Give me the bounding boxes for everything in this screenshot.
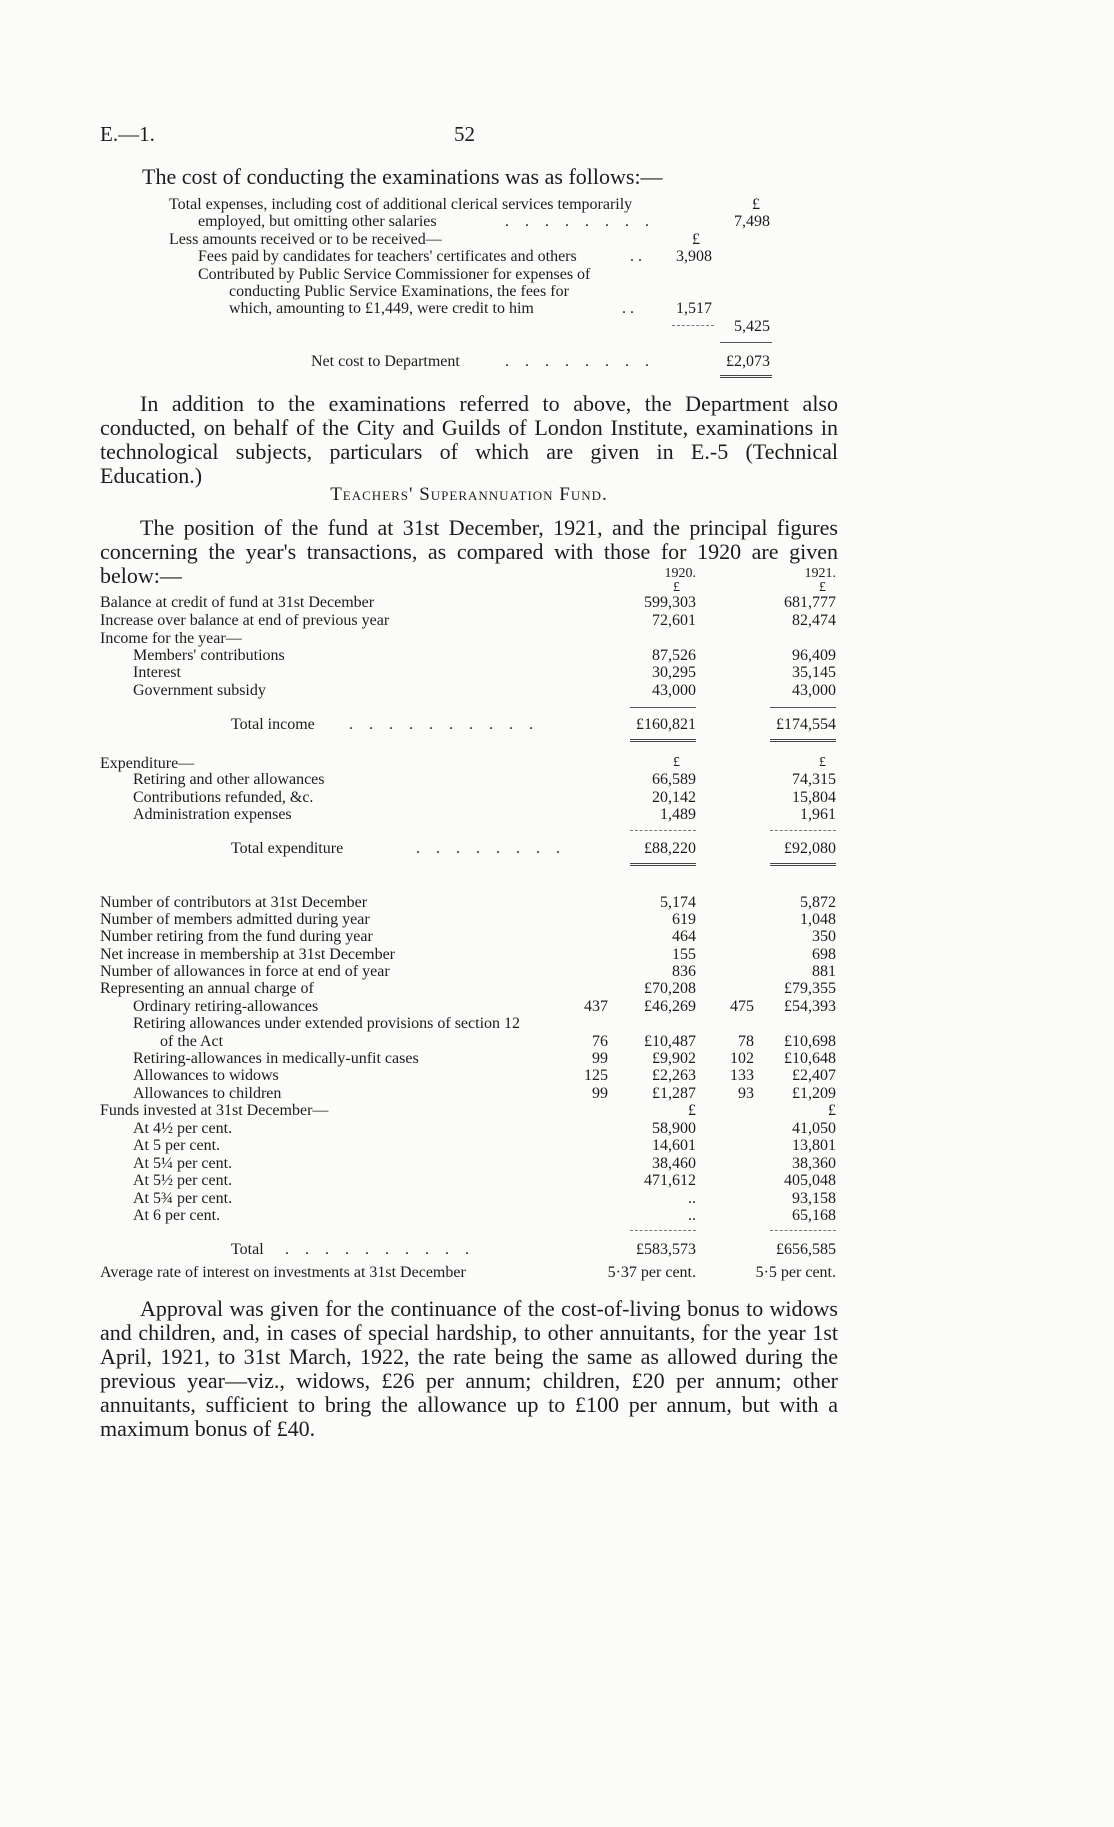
row-value-1920: 43,000 [652,682,696,699]
fees-label: Fees paid by candidates for teachers' certificates and others [198,248,577,265]
addition-paragraph: In addition to the examinations referred to above, the Department also conducted, on behalf of the City and Guilds of London Institute, examinations in technological subjects, particulars of which are given in E.-5 (Technical Education.) [100,391,838,488]
row-value-1921: 681,777 [784,594,836,611]
row-value-1921: 43,000 [792,682,836,699]
expenditure-1921: 1,961 [800,806,836,823]
rule [770,1230,836,1231]
cost-total-currency: £ [752,196,760,213]
double-rule [770,863,836,866]
stat-label: At 4½ per cent. [133,1120,233,1137]
dot-leader: . . . . . . . . . . [349,716,539,733]
total-rule [720,342,772,343]
cost-intro: The cost of conducting the examinations was as follows:— [142,164,663,189]
rule [770,830,836,831]
stat-label: Representing an annual charge of [100,980,314,997]
stat-value-1921: 405,048 [784,1172,836,1189]
stat-label: Allowances to widows [133,1067,279,1084]
stat-value-1921: £79,355 [784,980,836,997]
row-label: Government subsidy [133,682,266,699]
rule [630,1230,696,1231]
expenditure-1920: 20,142 [652,789,696,806]
stat-value-1920: 471,612 [644,1172,696,1189]
row-label: Balance at credit of fund at 31st December [100,594,375,611]
stat-value-1921: 38,360 [792,1155,836,1172]
col-1921: 1921. [804,566,836,581]
stat-value-1921: 881 [812,963,836,980]
total-income-label: Total income [231,716,315,733]
stat-value-1921: 13,801 [792,1137,836,1154]
total-income-1921: £174,554 [776,716,836,733]
expenditure-1921: 15,804 [792,789,836,806]
stat-value-1920: 58,900 [652,1120,696,1137]
dot-leader: . . [622,300,634,317]
fund-heading: Teachers' Superannuation Fund. [330,484,608,505]
row-label: Members' contributions [133,647,285,664]
stat-value-1920: .. [688,1190,696,1207]
stat-count-1921: 475 [730,998,754,1015]
stat-count-1920: 437 [584,998,608,1015]
double-rule [630,739,696,742]
rule [630,707,696,708]
dot-leader: . . . . . . . . . . [285,1241,475,1258]
invest-total-1920: £583,573 [636,1241,696,1258]
stat-value-1921: £10,648 [784,1050,836,1067]
stat-count-1921: 102 [730,1050,754,1067]
fund-intro: The position of the fund at 31st December, 1921, and the principal figures concerning the year's transactions, as compared with those for 1920 are given below:— [100,515,838,588]
cost-less-label: Less amounts received or to be received— [169,231,442,248]
row-value-1921: 35,145 [792,664,836,681]
total-income-1920: £160,821 [636,716,696,733]
currency-1921: £ [819,580,826,595]
stat-value-1921: £1,209 [792,1085,836,1102]
dot-leader: . . [630,248,642,265]
stat-count-1920: 99 [592,1050,608,1067]
avg-rate-label: Average rate of interest on investments at 31st December [100,1264,466,1281]
invest-total-label: Total [231,1241,264,1258]
stat-count-1920: 99 [592,1085,608,1102]
stat-value-1921: £54,393 [784,998,836,1015]
stat-label: Funds invested at 31st December— [100,1102,329,1119]
stat-label: At 5¾ per cent. [133,1190,233,1207]
stat-label: Ordinary retiring-allowances [133,998,319,1015]
page-number: 52 [454,122,475,146]
row-value-1921: 96,409 [792,647,836,664]
stat-label: At 5 per cent. [133,1137,221,1154]
stat-count-1921: 93 [738,1085,754,1102]
row-value-1920: 30,295 [652,664,696,681]
stat-count-1920: 125 [584,1067,608,1084]
stat-label: Allowances to children [133,1085,282,1102]
row-value-1920: 72,601 [652,612,696,629]
stat-count-1921: 133 [730,1067,754,1084]
stat-value-1921: 5,872 [800,894,836,911]
stat-label: of the Act [160,1033,224,1050]
double-rule [770,739,836,742]
exp-currency-1921: £ [819,755,826,770]
stat-value-1920: £ [688,1102,696,1119]
stat-value-1920: .. [688,1207,696,1224]
stat-value-1921: £2,407 [792,1067,836,1084]
stat-count-1920: 76 [592,1033,608,1050]
stat-label: Number retiring from the fund during year [100,928,373,945]
cost-total-label: Total expenses, including cost of additional clerical services temporarily [169,196,633,213]
cost-total-label-2: employed, but omitting other salaries [198,213,437,230]
expenditure-label: Contributions refunded, &c. [133,789,314,806]
stat-label: Retiring-allowances in medically-unfit cases [133,1050,419,1067]
cost-total-value: 7,498 [734,213,770,230]
stat-value-1920: 464 [672,928,696,945]
stat-label: At 6 per cent. [133,1207,221,1224]
stat-label: At 5½ per cent. [133,1172,233,1189]
stat-value-1920: 38,460 [652,1155,696,1172]
total-expenditure-1921: £92,080 [784,840,836,857]
stat-label: At 5¼ per cent. [133,1155,233,1172]
dot-leader: . . . . . . . . [505,213,655,230]
expenditure-label: Retiring and other allowances [133,771,325,788]
cost-less-currency: £ [692,231,700,248]
stat-value-1920: £1,287 [652,1085,696,1102]
contrib-value: 1,517 [676,300,712,317]
stat-value-1920: £10,487 [644,1033,696,1050]
fees-value: 3,908 [676,248,712,265]
contrib-label-3: which, amounting to £1,449, were credit to him [229,300,534,317]
total-expenditure-label: Total expenditure [231,840,344,857]
invest-total-1921: £656,585 [776,1241,836,1258]
stat-value-1920: 14,601 [652,1137,696,1154]
exp-currency-1920: £ [673,755,680,770]
stat-value-1921: 350 [812,928,836,945]
row-value-1920: 599,303 [644,594,696,611]
expenditure-label: Administration expenses [133,806,292,823]
col-1920: 1920. [664,566,696,581]
net-cost-value: £2,073 [726,353,770,370]
stat-label: Number of allowances in force at end of year [100,963,390,980]
avg-rate-1920: 5·37 per cent. [607,1264,696,1281]
expenditure-1920: 66,589 [652,771,696,788]
stat-value-1921: 698 [812,946,836,963]
stat-count-1921: 78 [738,1033,754,1050]
stat-label: Net increase in membership at 31st December [100,946,395,963]
row-label: Increase over balance at end of previous year [100,612,390,629]
stat-value-1920: 836 [672,963,696,980]
row-value-1921: 82,474 [792,612,836,629]
approval-paragraph: Approval was given for the continuance of the cost-of-living bonus to widows and children, and, in cases of special hardship, to other annuitants, for the year 1st April, 1921, to 31st March, 1922, the rate being the same as allowed during the previous year—viz., widows, £26 per annum; children, £20 per annum; other annuitants, sufficient to bring the allowance up to £100 per annum, but with a maximum bonus of £40. [100,1296,838,1441]
stat-label: Retiring allowances under extended provisions of section 12 [133,1015,521,1032]
row-label: Income for the year— [100,630,242,647]
page-ref: E.—1. [100,122,155,146]
rule [630,830,696,831]
stat-value-1921: 65,168 [792,1207,836,1224]
dot-leader: . . . . . . . . [505,353,655,370]
stat-label: Number of members admitted during year [100,911,370,928]
stat-value-1921: 1,048 [800,911,836,928]
total-double-rule [720,375,772,378]
stat-value-1920: £9,902 [652,1050,696,1067]
expenditure-1921: 74,315 [792,771,836,788]
stat-value-1920: £46,269 [644,998,696,1015]
dot-leader: . . . . . . . . [416,840,566,857]
stat-value-1921: £ [828,1102,836,1119]
stat-value-1920: 619 [672,911,696,928]
stat-value-1921: £10,698 [784,1033,836,1050]
row-label: Interest [133,664,181,681]
stat-label: Number of contributors at 31st December [100,894,368,911]
stat-value-1920: 5,174 [660,894,696,911]
total-expenditure-1920: £88,220 [644,840,696,857]
currency-1920: £ [673,580,680,595]
less-total-value: 5,425 [734,318,770,335]
expenditure-1920: 1,489 [660,806,696,823]
double-rule [630,863,696,866]
stat-value-1920: 155 [672,946,696,963]
stat-value-1920: £2,263 [652,1067,696,1084]
expenditure-heading: Expenditure— [100,755,195,772]
stat-value-1921: 41,050 [792,1120,836,1137]
avg-rate-1921: 5·5 per cent. [755,1264,836,1281]
stat-value-1920: £70,208 [644,980,696,997]
rule [770,707,836,708]
stat-value-1921: 93,158 [792,1190,836,1207]
contrib-label-2: conducting Public Service Examinations, the fees for [229,283,569,300]
net-cost-label: Net cost to Department [311,353,460,370]
row-value-1920: 87,526 [652,647,696,664]
contrib-label-1: Contributed by Public Service Commissioner for expenses of [198,266,591,283]
